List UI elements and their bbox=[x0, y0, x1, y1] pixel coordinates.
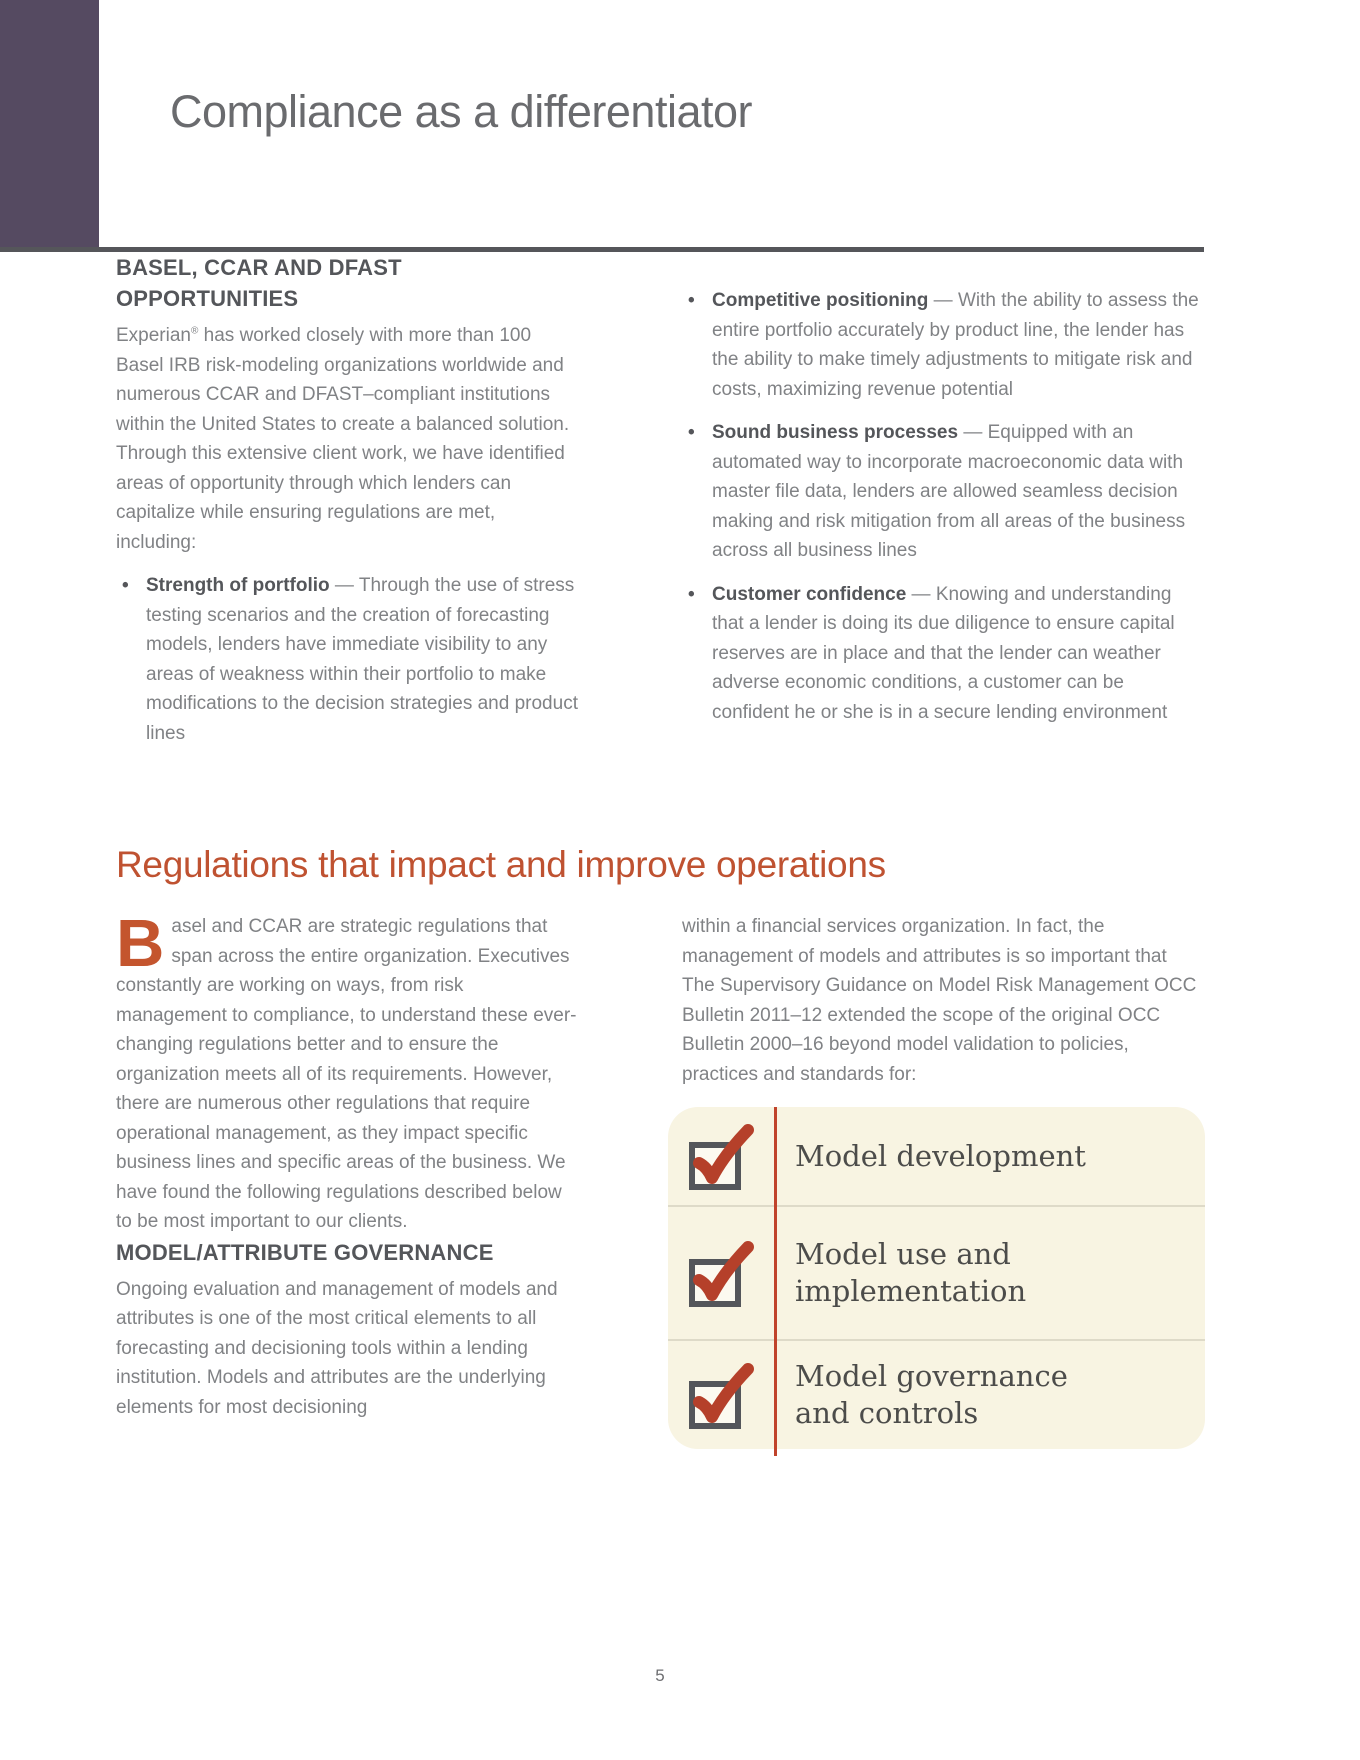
model-attribute-governance-text: Ongoing evaluation and management of models and attributes is one of the most critical elements to all forecasting and decisioning tools within a lending institution. Models and attributes are the underlying elements for most decisioning bbox=[116, 1278, 558, 1418]
section1-right-column bbox=[682, 252, 1204, 748]
page-content bbox=[116, 252, 1204, 1449]
em-dash: — bbox=[334, 575, 354, 596]
section1-left-column bbox=[116, 252, 578, 748]
checklist-label bbox=[774, 1138, 1086, 1175]
red-divider-line bbox=[774, 1107, 777, 1456]
page-title: Compliance as a differentiator bbox=[170, 86, 752, 137]
bullet-lead: Strength of portfolio bbox=[146, 575, 330, 596]
checklist-label bbox=[774, 1236, 1026, 1310]
checkbox-checked-icon bbox=[668, 1121, 774, 1191]
section-basel-ccar-dfast bbox=[116, 252, 1204, 748]
regulations-intro-paragraph bbox=[116, 906, 578, 1237]
brand-name: Experian bbox=[116, 325, 191, 346]
left-bullet-list bbox=[116, 571, 578, 748]
basel-intro-paragraph bbox=[116, 321, 578, 557]
list-item bbox=[116, 571, 578, 748]
model-checklist-card bbox=[668, 1107, 1205, 1449]
bullet-icon: • bbox=[688, 583, 695, 605]
regulations-section-heading: Regulations that impact and improve operations bbox=[116, 844, 886, 885]
right-bullet-list bbox=[682, 286, 1204, 727]
em-dash: — bbox=[933, 290, 953, 311]
bullet-text: With the ability to assess the entire portfolio accurately by product line, the lender has the ability to make timely adjustments to mitigate risk and costs, maximizing revenue potential bbox=[712, 290, 1199, 400]
em-dash: — bbox=[911, 583, 931, 605]
bullet-icon: • bbox=[122, 575, 129, 596]
model-attribute-governance-heading: MODEL/ATTRIBUTE GOVERNANCE bbox=[116, 1239, 494, 1265]
bullet-text: Equipped with an automated way to incorporate macroeconomic data with master file data, lenders are allowed seamless decision making and risk mitigation from all areas of the business across all business lines bbox=[712, 422, 1186, 561]
registered-trademark: ® bbox=[191, 325, 199, 337]
checklist-row-model-use bbox=[668, 1205, 1205, 1339]
checklist-row-model-development bbox=[668, 1107, 1205, 1205]
bullet-icon: • bbox=[688, 422, 695, 443]
checklist-label-line: Model use and bbox=[795, 1237, 1011, 1271]
bullet-icon: • bbox=[688, 290, 695, 311]
basel-intro-text: has worked closely with more than 100 Basel IRB risk-modeling organizations worldwide and numerous CCAR and DFAST–compliant institutions within the United States to create a balanced solution. Through this extensive client work, we have identified areas of opportunity through which lenders can capitalize while ensuring regulations are met, including: bbox=[116, 325, 570, 553]
bullet-lead: Competitive positioning bbox=[712, 290, 929, 311]
list-item bbox=[682, 580, 1204, 728]
em-dash: — bbox=[963, 422, 983, 443]
page-number: 5 bbox=[655, 1666, 665, 1685]
checklist-label-line: Model governance bbox=[795, 1359, 1068, 1393]
list-item bbox=[682, 418, 1204, 566]
checklist-label-line: implementation bbox=[795, 1274, 1027, 1308]
checklist-label-line: Model development bbox=[795, 1138, 1086, 1173]
bullet-text: Through the use of stress testing scenarios and the creation of forecasting models, lenders have immediate visibility to any areas of weakness within their portfolio to make modifications to the decision strategies and product lines bbox=[146, 575, 578, 744]
checkbox-checked-icon bbox=[668, 1360, 774, 1430]
section2-left-column bbox=[116, 906, 578, 1449]
purple-corner-block bbox=[0, 0, 99, 247]
checklist-label bbox=[774, 1358, 1068, 1432]
basel-ccar-dfast-heading: BASEL, CCAR AND DFAST OPPORTUNITIES bbox=[116, 255, 402, 311]
section2-right-column bbox=[682, 912, 1204, 1449]
regulations-intro-text: asel and CCAR are strategic regulations that span across the entire organization. Executives constantly are working on ways, from risk management to compliance, to understand these ever-changing regulations better and to ensure the organization meets all of its requirements. However, there are numerous other regulations that require operational management, as they impact specific business lines and specific areas of the business. We have found the following regulations described below to be most important to our clients. bbox=[116, 916, 577, 1232]
dropcap-letter: B bbox=[116, 906, 165, 981]
bullet-text: Knowing and understanding that a lender is doing its due diligence to ensure capital reserves are in place and that the lender can weather adverse economic conditions, a customer can be confident he or she is in a secure lending environment bbox=[712, 583, 1175, 723]
bullet-lead: Sound business processes bbox=[712, 422, 959, 443]
checklist-row-model-governance bbox=[668, 1339, 1205, 1449]
bullet-lead: Customer confidence bbox=[712, 583, 907, 605]
checklist-label-line: and controls bbox=[795, 1396, 979, 1430]
occ-bulletin-paragraph: within a financial services organization. In fact, the management of models and attributes is so important that The Supervisory Guidance on Model Risk Management OCC Bulletin 2011–12 extended the scope of the original OCC Bulletin 2000–16 beyond model validation to policies, practices and standards for: bbox=[682, 916, 1197, 1085]
list-item bbox=[682, 286, 1204, 404]
section-regulations bbox=[116, 906, 1204, 1449]
checkbox-checked-icon bbox=[668, 1238, 774, 1308]
